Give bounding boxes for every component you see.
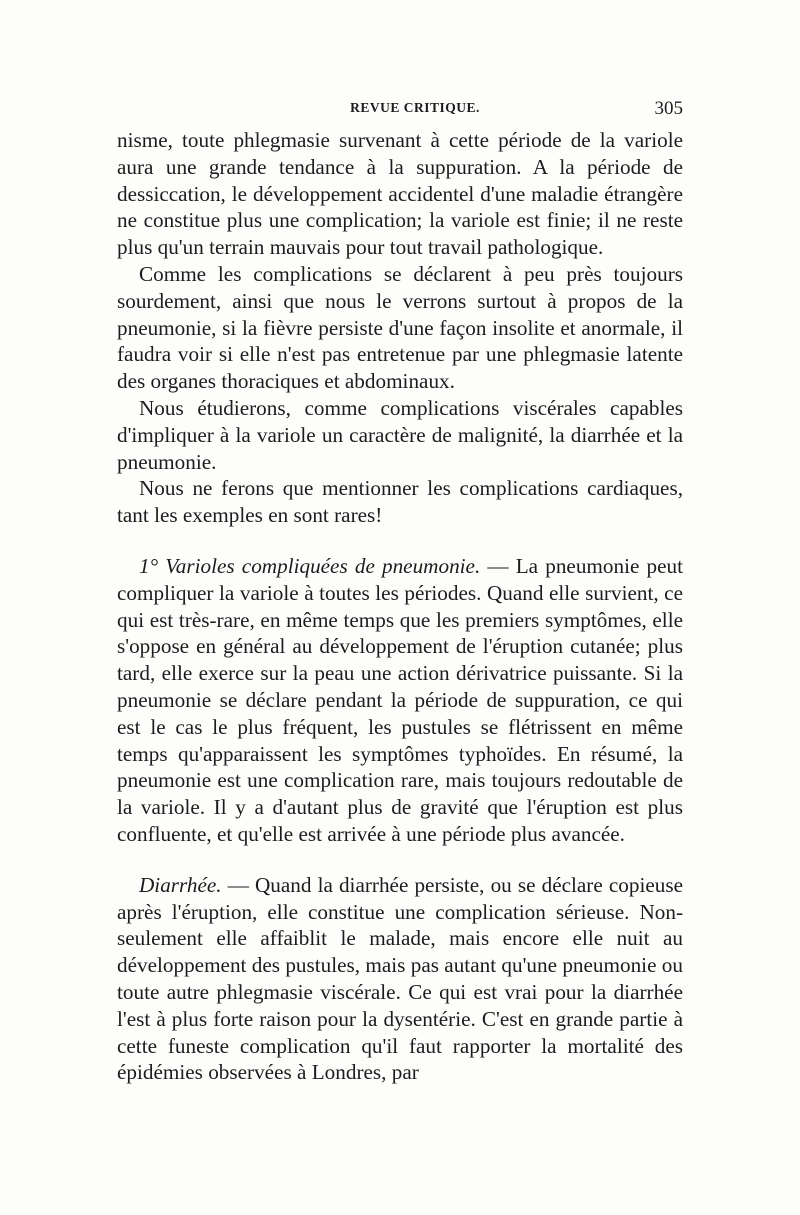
page-number: 305 [654, 98, 683, 119]
paragraph-complications-sourdes: Comme les complications se déclarent à peu près toujours sourdement, ainsi que nous le verrons surtout à propos de la pneumonie, si la fièvre persiste d'une façon insolite et anormale, il faudra voir si elle n'est pas entretenue par une phlegmasie latente des organes thoraciques et abdominaux. [117, 261, 683, 394]
page-header [117, 100, 683, 124]
section-title-diarrhee: Diarrhée. [139, 872, 222, 897]
running-head: REVUE CRITIQUE. [350, 100, 480, 115]
paragraph-continuation: nisme, toute phlegmasie survenant à cette période de la variole aura une grande tendance à la suppuration. A la période de dessiccation, le développement accidentel d'une maladie étrangère ne constitue plus une complication; la variole est finie; il ne reste plus qu'un terrain mauvais pour tout travail pathologique. [117, 128, 683, 260]
section-text-pneumonie: — La pneumonie peut compliquer la variole à toutes les périodes. Quand elle survient, ce qui est très-rare, en même temps que les premiers symptômes, elle s'oppose en général au développement de l'éruption cutanée; plus tard, elle exerce sur la peau une action dérivatrice puissante. Si la pneumonie se déclare pendant la période de suppuration, ce qui est le cas le plus fréquent, les pustules se flétrissent en même temps qu'apparaissent les symptômes typhoïdes. En résumé, la pneumonie est une complication rare, mais toujours redoutable de la variole. Il y a d'autant plus de gravité que l'éruption est plus confluente, et qu'elle est arrivée à une période plus avancée. [117, 553, 683, 846]
section-diarrhee [117, 872, 683, 1086]
section-gap [117, 848, 683, 872]
body-text [117, 127, 683, 1086]
paragraph-complications-viscerales: Nous étudierons, comme complications viscérales capables d'impliquer à la variole un caractère de malignité, la diarrhée et la pneumonie. [117, 395, 683, 474]
section-title-pneumonie: 1° Varioles compliquées de pneumonie. [139, 553, 481, 578]
section-gap [117, 529, 683, 553]
paragraph-complications-cardiaques: Nous ne ferons que mentionner les complications cardiaques, tant les exemples en sont rares! [117, 476, 683, 528]
section-pneumonie [117, 553, 683, 848]
section-text-diarrhee: — Quand la diarrhée persiste, ou se déclare copieuse après l'éruption, elle constitue une complication sérieuse. Non-seulement elle affaiblit le malade, mais encore elle nuit au développement des pustules, mais pas autant qu'une pneumonie ou toute autre phlegmasie viscérale. Ce qui est vrai pour la diarrhée l'est à plus forte raison pour la dysentérie. C'est en grande partie à cette funeste complication qu'il faut rapporter la mortalité des épidémies observées à Londres, par [117, 872, 683, 1085]
